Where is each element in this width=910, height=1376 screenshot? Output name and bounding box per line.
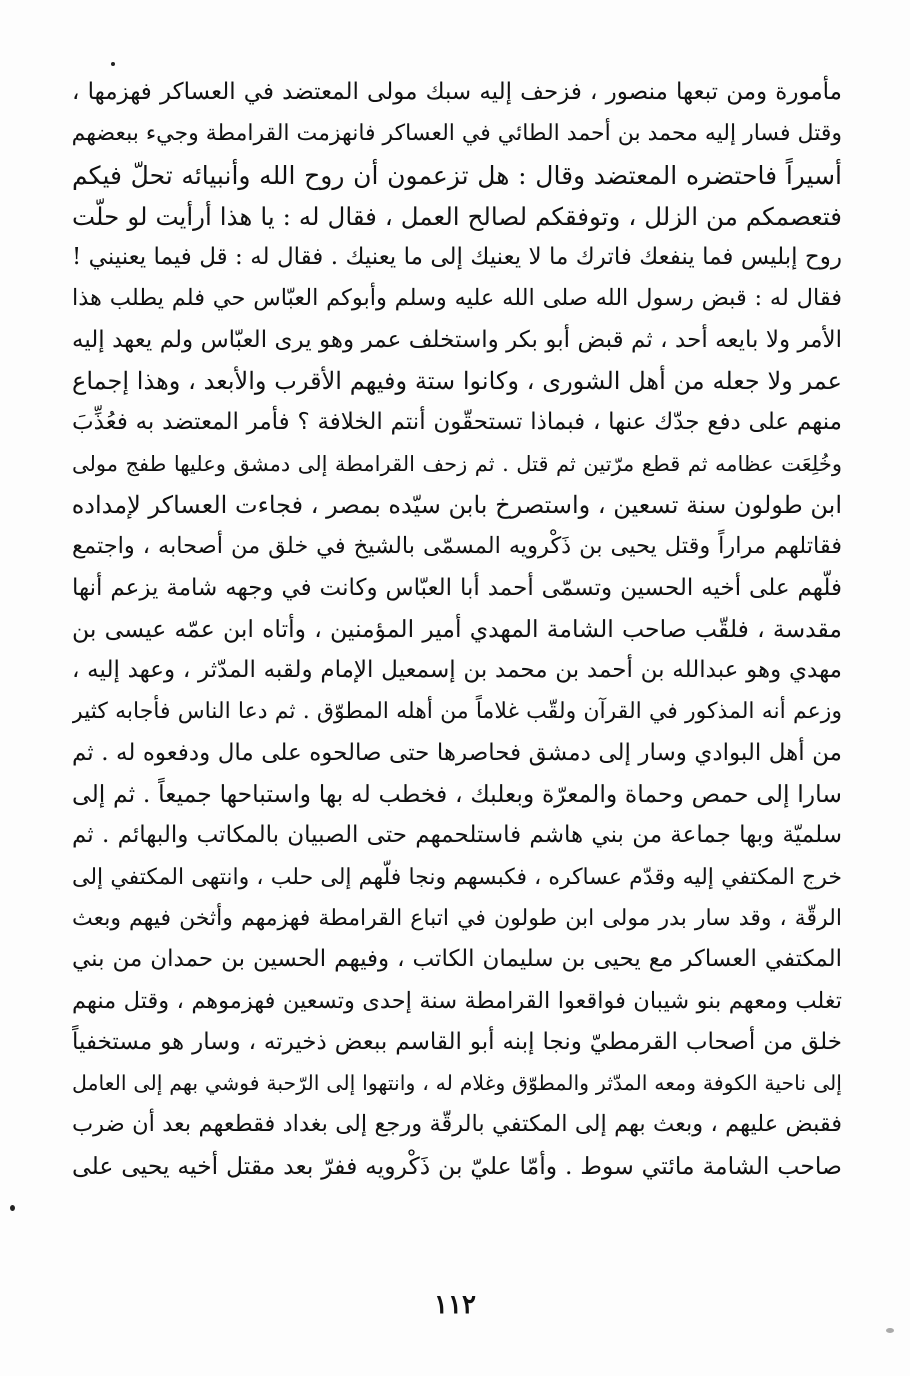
page-number: ١١٢ (434, 1290, 476, 1320)
ink-speck (886, 1328, 894, 1333)
text-line: فقبض عليهم ، وبعث بهم إلى المكتفي بالرقّة ورجع إلى بغداد فقطعهم بعد أن ضرب (72, 1111, 842, 1138)
text-line: المكتفي العساكر مع يحيى بن سليمان الكاتب ، وفيهم الحسين بن حمدان من بني (72, 946, 842, 973)
text-line: عمر ولا جعله من أهل الشورى ، وكانوا ستة وفيهم الأقرب والأبعد ، وهذا إجماع (72, 367, 842, 396)
text-line: سلميّة وبها جماعة من بني هاشم فاستلحمهم حتى الصبيان بالمكاتب والبهائم . ثم (72, 822, 842, 849)
text-line: فقال له : قبض رسول الله صلى الله عليه وسلم وأبوكم العبّاس حي فلم يطلب هذا (72, 285, 842, 312)
text-line: أسيراً فاحتضره المعتضد وقال : هل تزعمون أن روح الله وأنبيائه تحلّ فيكم (72, 160, 842, 190)
text-line: الأمر ولا بايعه أحد ، ثم قبض أبو بكر واستخلف عمر وهو يرى العبّاس ولم يعهد إليه (72, 326, 842, 353)
text-line: منهم على دفع جدّك عنها ، فبماذا تستحقّون أنتم الخلافة ؟ فأمر المعتضد به فعُذِّبَ (72, 409, 842, 436)
text-line: مقدسة ، فلقّب صاحب الشامة المهدي أمير المؤمنين ، وأتاه ابن عمّه عيسى بن (72, 614, 842, 643)
text-line: سارا إلى حمص وحماة والمعرّة وبعلبك ، فخطب له بها واستباحها جميعاً . ثم إلى (72, 780, 842, 809)
text-line: وزعم أنه المذكور في القرآن ولقّب غلاماً من أهله المطوّق . ثم دعا الناس فأجابه كثير (72, 699, 842, 725)
text-line: ابن طولون سنة تسعين ، واستصرخ بابن سيّده بمصر ، فجاءت العساكر لإمداده (72, 490, 842, 519)
text-line: خرج المكتفي إليه وقدّم عساكره ، فكبسهم ونجا فلّهم إلى حلب ، وانتهى المكتفي إلى (72, 864, 842, 890)
text-line: إلى ناحية الكوفة ومعه المدّثر والمطوّق وغلام له ، وانتهوا إلى الرّحبة فوشي بهم إلى العامل (72, 1071, 842, 1096)
text-line: مأمورة ومن تبعها منصور ، فزحف إليه سبك مولى المعتضد في العساكر فهزمها ، (72, 79, 842, 105)
text-line: وخُلِعَت عظامه ثم قطع مرّتين ثم قتل . ثم زحف القرامطة إلى دمشق وعليها طفج مولى (72, 451, 842, 476)
text-line: فلّهم على أخيه الحسين وتسمّى أحمد أبا العبّاس وكانت في وجهه شامة يزعم أنها (72, 574, 842, 601)
text-line: فتعصمكم من الزلل ، وتوفقكم لصالح العمل ، فقال له : يا هذا أرأيت لو حلّت (72, 201, 842, 231)
text-line: صاحب الشامة مائتي سوط . وأمّا عليّ بن ذَكْرويه ففرّ بعد مقتل أخيه يحيى على (72, 1151, 842, 1180)
ink-speck (10, 1205, 15, 1211)
text-line: روح إبليس فما ينفعك فاترك ما لا يعنيك إلى ما يعنيك . فقال له : قل فيما يعنيني ! (72, 244, 842, 271)
text-line: وقتل فسار إليه محمد بن أحمد الطائي في العساكر فانهزمت القرامطة وجيء ببعضهم (72, 121, 842, 147)
text-line: فقاتلهم مراراً وقتل يحيى بن ذَكْرويه المسمّى بالشيخ في خلق من أصحابه ، واجتمع (72, 533, 842, 560)
text-line: خلق من أصحاب القرمطيّ ونجا إبنه أبو القاسم ببعض ذخيرته ، وسار هو مستخفياً (72, 1028, 842, 1055)
text-line: تغلب ومعهم بنو شيبان فواقعوا القرامطة سنة إحدى وتسعين فهزموهم ، وقتل منهم (72, 987, 842, 1014)
text-line: الرقّة ، وقد سار بدر مولى ابن طولون في اتباع القرامطة فهزمهم وأثخن فيهم وبعث (72, 905, 842, 931)
body-text (72, 72, 842, 1187)
text-line: من أهل البوادي وسار إلى دمشق فحاصرها حتى صالحوه على مال ودفعوه له . ثم (72, 739, 842, 766)
text-line: مهدي وهو عبدالله بن أحمد بن محمد بن إسمعيل الإمام ولقبه المدّثر ، وعهد إليه ، (72, 657, 842, 684)
ink-speck (111, 62, 115, 66)
